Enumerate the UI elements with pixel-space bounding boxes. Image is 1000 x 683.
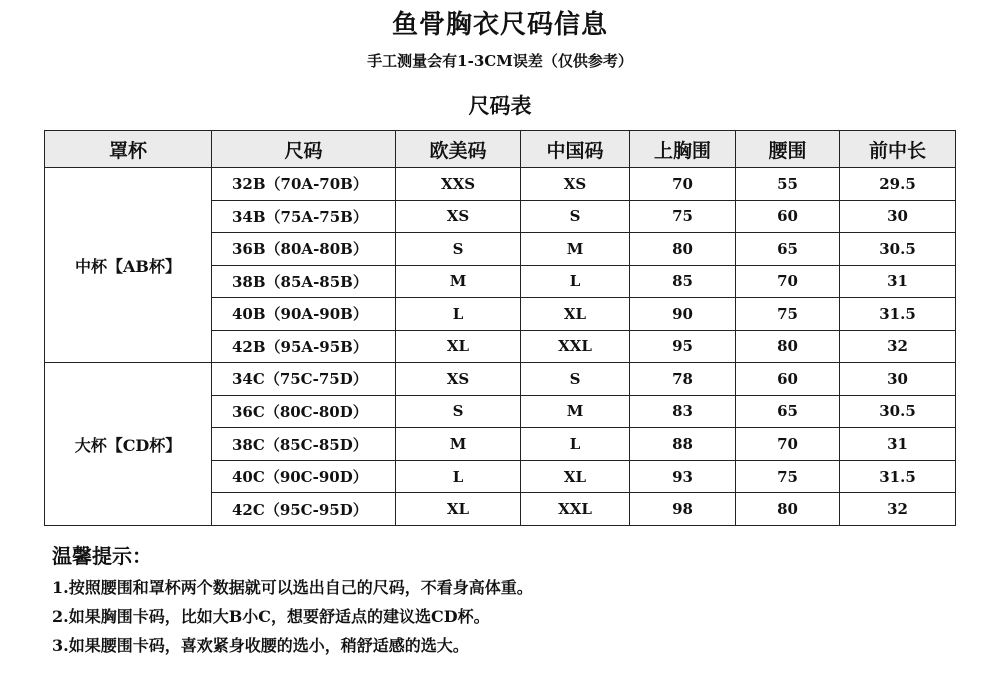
cell-front-length: 32 — [840, 493, 956, 526]
header-front-length: 前中长 — [840, 131, 956, 168]
cell-eu-us-size: L — [396, 298, 521, 331]
table-header-row — [45, 131, 956, 168]
cell-front-length: 31.5 — [840, 298, 956, 331]
tips-heading: 温馨提示： — [52, 544, 152, 568]
cell-waist: 55 — [736, 168, 840, 201]
cell-front-length: 32 — [840, 330, 956, 363]
table-row — [45, 363, 956, 396]
cell-eu-us-size: L — [396, 460, 521, 493]
table-title: 尺码表 — [468, 93, 532, 118]
table-row — [45, 168, 956, 201]
cell-eu-us-size: M — [396, 428, 521, 461]
header-cup: 罩杯 — [45, 131, 212, 168]
cell-upper-bust: 93 — [630, 460, 736, 493]
cell-size: 34B（75A-75B） — [212, 200, 396, 233]
cell-waist: 60 — [736, 363, 840, 396]
cell-size: 36C（80C-80D） — [212, 395, 396, 428]
cup-group-label: 中杯【AB杯】 — [45, 168, 212, 363]
cell-upper-bust: 70 — [630, 168, 736, 201]
cup-group-label: 大杯【CD杯】 — [45, 363, 212, 526]
cell-upper-bust: 95 — [630, 330, 736, 363]
cell-front-length: 31 — [840, 265, 956, 298]
cell-size: 40B（90A-90B） — [212, 298, 396, 331]
cell-china-size: M — [521, 395, 630, 428]
cell-front-length: 31 — [840, 428, 956, 461]
header-upper-bust: 上胸围 — [630, 131, 736, 168]
cell-eu-us-size: XXS — [396, 168, 521, 201]
cell-upper-bust: 98 — [630, 493, 736, 526]
cell-upper-bust: 85 — [630, 265, 736, 298]
cell-front-length: 30.5 — [840, 395, 956, 428]
tips-section — [52, 540, 972, 660]
cell-upper-bust: 83 — [630, 395, 736, 428]
size-table — [44, 130, 956, 526]
cell-eu-us-size: XL — [396, 330, 521, 363]
cell-waist: 70 — [736, 265, 840, 298]
header-eu-us-size: 欧美码 — [396, 131, 521, 168]
page-subtitle: 手工测量会有1-3CM误差（仅供参考） — [367, 52, 633, 70]
cell-china-size: S — [521, 363, 630, 396]
cell-size: 32B（70A-70B） — [212, 168, 396, 201]
page-title: 鱼骨胸衣尺码信息 — [391, 10, 608, 40]
cell-waist: 65 — [736, 233, 840, 266]
cell-china-size: M — [521, 233, 630, 266]
header-size: 尺码 — [212, 131, 396, 168]
cell-size: 40C（90C-90D） — [212, 460, 396, 493]
cell-front-length: 30.5 — [840, 233, 956, 266]
cell-waist: 75 — [736, 298, 840, 331]
cell-eu-us-size: S — [396, 395, 521, 428]
cell-upper-bust: 78 — [630, 363, 736, 396]
cell-size: 36B（80A-80B） — [212, 233, 396, 266]
cell-front-length: 30 — [840, 200, 956, 233]
cell-waist: 60 — [736, 200, 840, 233]
cell-waist: 65 — [736, 395, 840, 428]
cell-eu-us-size: S — [396, 233, 521, 266]
cell-china-size: XS — [521, 168, 630, 201]
cell-upper-bust: 88 — [630, 428, 736, 461]
cell-eu-us-size: XS — [396, 200, 521, 233]
cell-waist: 80 — [736, 493, 840, 526]
cell-eu-us-size: M — [396, 265, 521, 298]
cell-size: 38C（85C-85D） — [212, 428, 396, 461]
tip-item: 3.如果腰围卡码，喜欢紧身收腰的选小，稍舒适感的选大。 — [52, 636, 469, 655]
cell-waist: 75 — [736, 460, 840, 493]
cell-size: 42B（95A-95B） — [212, 330, 396, 363]
cell-china-size: L — [521, 428, 630, 461]
tip-item: 1.按照腰围和罩杯两个数据就可以选出自己的尺码，不看身高体重。 — [52, 578, 533, 597]
cell-front-length: 31.5 — [840, 460, 956, 493]
cell-china-size: XXL — [521, 330, 630, 363]
cell-china-size: XXL — [521, 493, 630, 526]
cell-size: 38B（85A-85B） — [212, 265, 396, 298]
tip-item: 2.如果胸围卡码，比如大B小C，想要舒适点的建议选CD杯。 — [52, 607, 490, 626]
cell-waist: 70 — [736, 428, 840, 461]
cell-upper-bust: 90 — [630, 298, 736, 331]
cell-china-size: L — [521, 265, 630, 298]
cell-upper-bust: 80 — [630, 233, 736, 266]
cell-china-size: XL — [521, 298, 630, 331]
cell-size: 34C（75C-75D） — [212, 363, 396, 396]
header-waist: 腰围 — [736, 131, 840, 168]
header-china-size: 中国码 — [521, 131, 630, 168]
table-body — [45, 168, 956, 526]
cell-china-size: XL — [521, 460, 630, 493]
cell-front-length: 30 — [840, 363, 956, 396]
cell-front-length: 29.5 — [840, 168, 956, 201]
cell-upper-bust: 75 — [630, 200, 736, 233]
cell-waist: 80 — [736, 330, 840, 363]
cell-china-size: S — [521, 200, 630, 233]
cell-eu-us-size: XS — [396, 363, 521, 396]
cell-size: 42C（95C-95D） — [212, 493, 396, 526]
cell-eu-us-size: XL — [396, 493, 521, 526]
